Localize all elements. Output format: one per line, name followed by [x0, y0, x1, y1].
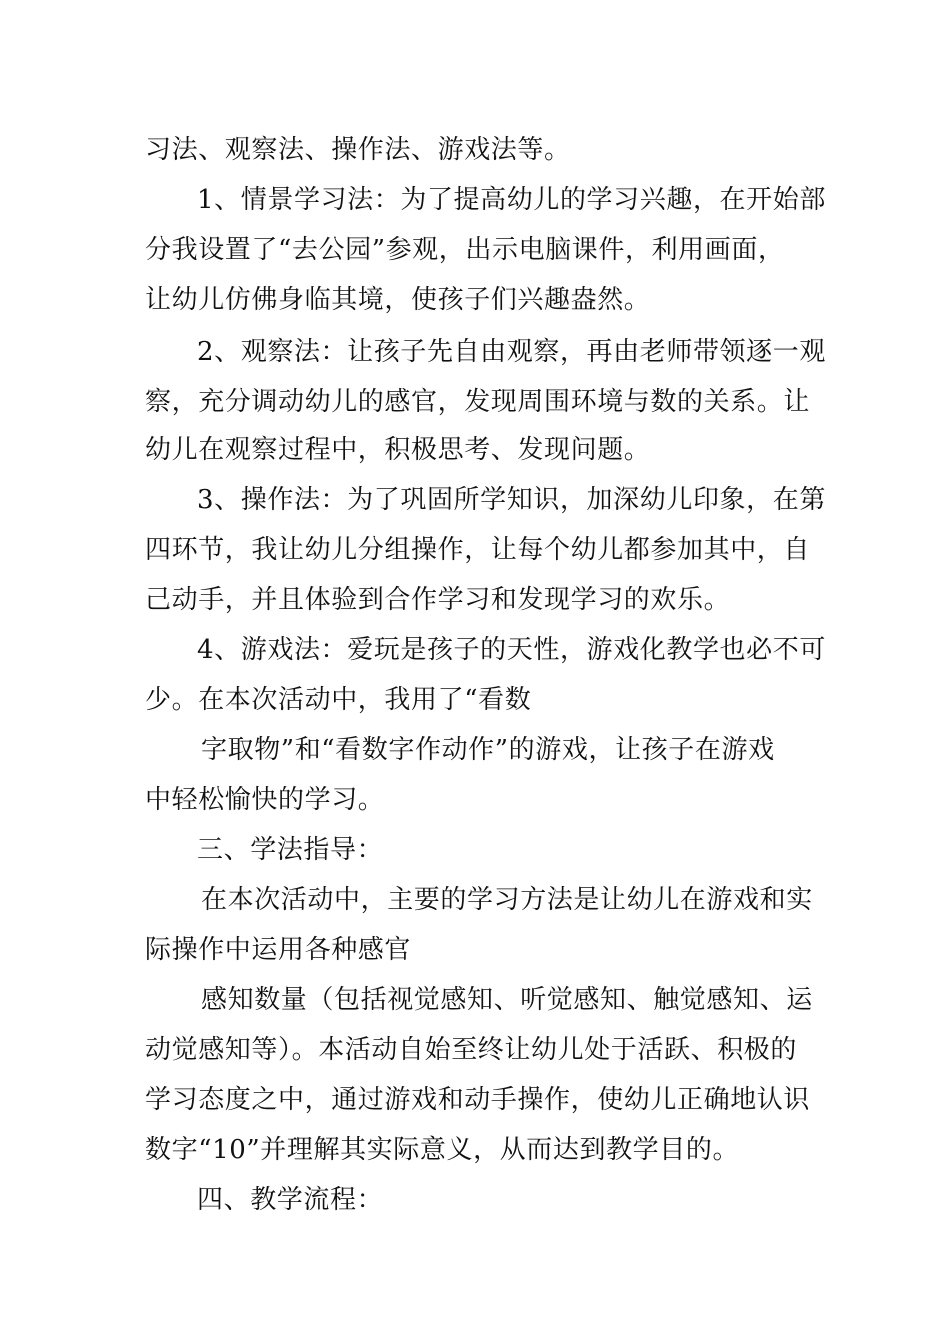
text-line: 动觉感知等）。本活动自始至终让幼儿处于活跃、积极的	[145, 1035, 798, 1065]
text-line: 幼儿在观察过程中，积极思考、发现问题。	[145, 435, 651, 465]
text-line: 察，充分调动幼儿的感官，发现周围环境与数的关系。让	[145, 387, 811, 417]
text-line: 际操作中运用各种感官	[145, 935, 412, 965]
text-line: 2、观察法：让孩子先自由观察，再由老师带领逐一观	[197, 337, 826, 367]
text-line: 少。在本次活动中，我用了“看数	[145, 685, 532, 715]
text-line: 中轻松愉快的学习。	[145, 785, 385, 815]
text-line: 字取物”和“看数字作动作”的游戏，让孩子在游戏	[201, 735, 775, 765]
text-line: 1、情景学习法：为了提高幼儿的学习兴趣，在开始部	[197, 185, 826, 215]
section-heading: 四、教学流程：	[197, 1185, 384, 1215]
text-line: 4、游戏法：爱玩是孩子的天性，游戏化教学也必不可	[197, 635, 826, 665]
text-line: 让幼儿仿佛身临其境，使孩子们兴趣盎然。	[145, 285, 651, 315]
text-line: 己动手，并且体验到合作学习和发现学习的欢乐。	[145, 585, 731, 615]
text-line: 四环节，我让幼儿分组操作，让每个幼儿都参加其中，自	[145, 535, 811, 565]
text-line: 学习态度之中，通过游戏和动手操作，使幼儿正确地认识	[145, 1085, 811, 1115]
text-line: 分我设置了“去公园”参观，出示电脑课件，利用画面，	[145, 235, 785, 265]
text-line: 感知数量（包括视觉感知、听觉感知、触觉感知、运	[201, 985, 813, 1015]
text-line: 数字“10”并理解其实际意义，从而达到教学目的。	[145, 1135, 740, 1165]
text-line: 在本次活动中，主要的学习方法是让幼儿在游戏和实	[201, 885, 813, 915]
text-line: 习法、观察法、操作法、游戏法等。	[145, 135, 571, 165]
section-heading: 三、学法指导：	[197, 835, 384, 865]
text-line: 3、操作法：为了巩固所学知识，加深幼儿印象，在第	[197, 485, 826, 515]
